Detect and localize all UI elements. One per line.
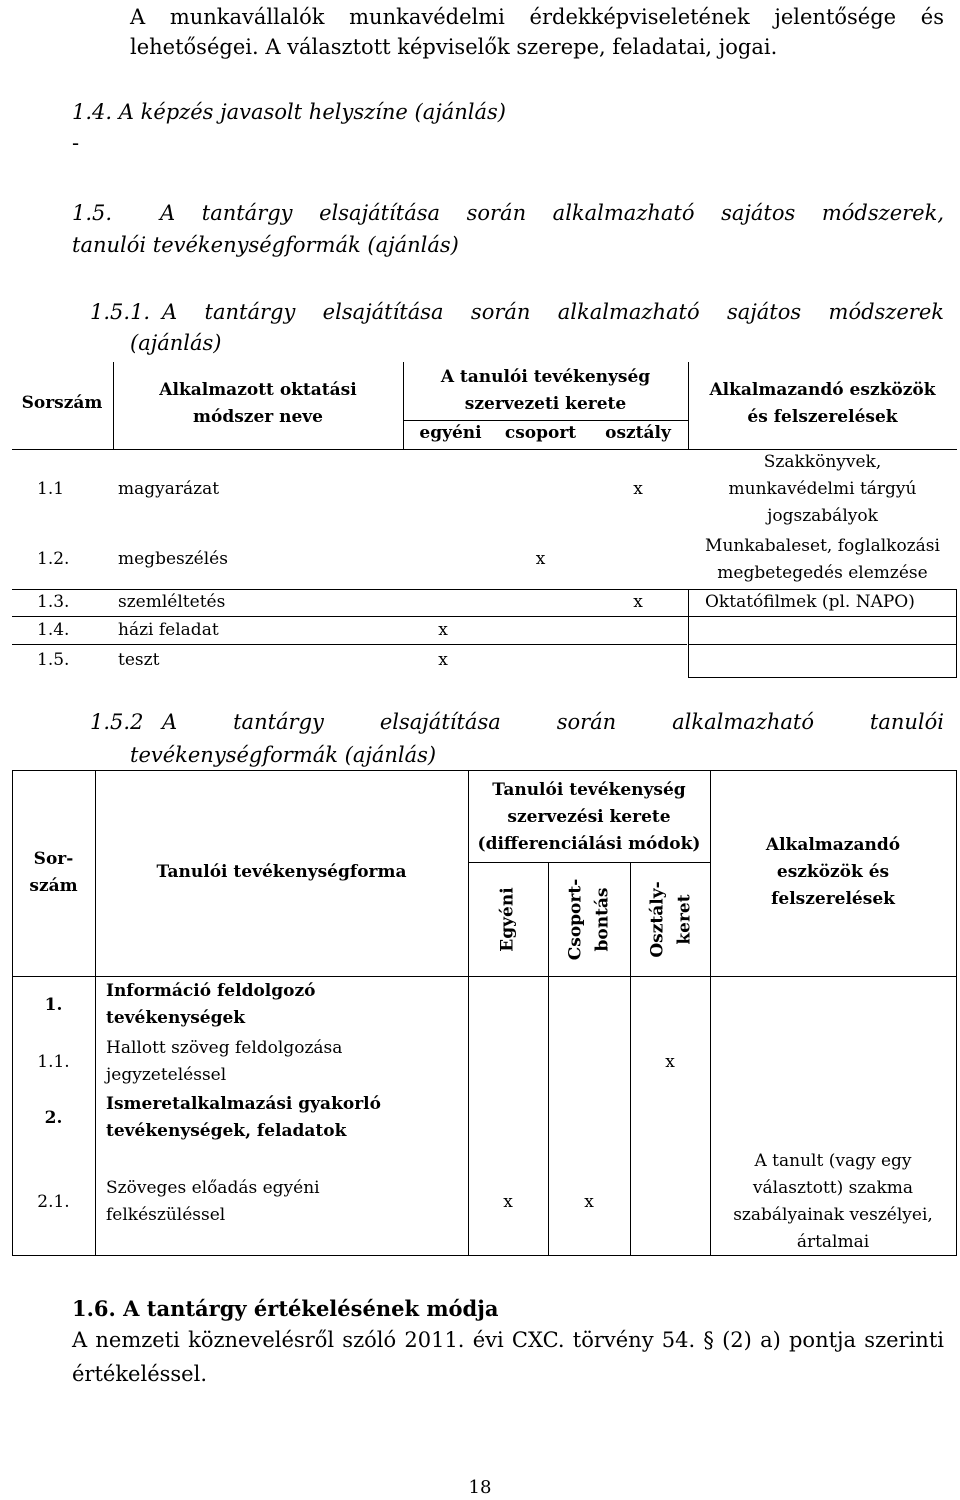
section-1-6-title: 1.6. A tantárgy értékelésének módja xyxy=(72,1296,499,1321)
mark-csoport: x xyxy=(535,549,546,569)
row-number: 2. xyxy=(44,1108,63,1128)
activity-text: tevékenységek, feladatok xyxy=(106,1121,347,1141)
section-1-5-title-cont: tanulói tevékenységformák (ajánlás) xyxy=(72,233,459,257)
section-1-5-2-title-cont: tevékenységformák (ajánlás) xyxy=(130,743,437,767)
tools-line: munkavédelmi tárgyú xyxy=(728,479,917,499)
method-name: magyarázat xyxy=(118,479,220,499)
activity-text: Hallott szöveg feldolgozása xyxy=(106,1038,343,1058)
col-header-tools-1: Alkalmazandó xyxy=(765,835,901,855)
col-header-tools-2: és felszerelések xyxy=(747,407,898,427)
page-number: 18 xyxy=(468,1477,492,1498)
section-1-6-line-1: A nemzeti köznevelésről szóló 2011. évi CXC. törvény 54. § (2) a) pontja szerinti xyxy=(72,1328,944,1352)
section-1-5-2-title: A tantárgy elsajátítása során alkalmazható tanulói xyxy=(162,710,944,734)
col-header-frame-3: (differenciálási módok) xyxy=(477,834,701,854)
col-header-frame-2: szervezeti kerete xyxy=(464,394,627,414)
col-header-tools-3: felszerelések xyxy=(771,889,895,909)
tools-line: megbetegedés elemzése xyxy=(717,563,928,583)
section-1-6-line-2: értékeléssel. xyxy=(72,1362,208,1386)
section-1-5-number: 1.5. xyxy=(72,201,113,225)
activity-text: tevékenységek xyxy=(106,1008,246,1028)
method-name: szemléltetés xyxy=(118,592,226,612)
col-header-egyeni: egyéni xyxy=(419,423,482,443)
col-header-sorszam-2: szám xyxy=(29,876,78,896)
col-header-sorszam: Sorszám xyxy=(21,393,103,413)
section-1-5-title: A tantárgy elsajátítása során alkalmazható sajátos módszerek, xyxy=(160,201,944,225)
tools-line: ártalmai xyxy=(796,1232,870,1252)
row-number: 2.1. xyxy=(37,1192,70,1212)
mark-osztaly: x xyxy=(633,592,643,612)
row-number: 1.3. xyxy=(37,592,70,612)
method-name: teszt xyxy=(118,650,160,670)
section-1-4-title: 1.4. A képzés javasolt helyszíne (ajánlás) xyxy=(72,100,506,124)
col-header-activity-form: Tanulói tevékenységforma xyxy=(156,862,407,882)
col-header-tools-1: Alkalmazandó eszközök xyxy=(709,380,936,400)
mark-egyeni: x xyxy=(503,1192,513,1212)
activity-text: Szöveges előadás egyéni xyxy=(106,1178,320,1198)
mark-egyeni: x xyxy=(438,620,448,640)
col-header-csoport-1: Csoport- xyxy=(565,878,586,961)
tools-line: Szakkönyvek, xyxy=(763,452,882,472)
tools-line: A tanult (vagy egy xyxy=(754,1151,912,1171)
col-header-osztaly: osztály xyxy=(605,423,671,443)
row-number: 1.2. xyxy=(37,549,70,569)
col-header-csoport-2: bontás xyxy=(592,887,613,952)
intro-line-2: lehetőségei. A választott képviselők szerepe, feladatai, jogai. xyxy=(130,35,778,59)
tools-line: szabályainak veszélyei, xyxy=(733,1205,933,1225)
row-number: 1.5. xyxy=(37,650,70,670)
section-1-4-dash: - xyxy=(72,131,80,155)
col-header-frame-2: szervezési kerete xyxy=(507,807,671,827)
tools-line: Munkabaleset, foglalkozási xyxy=(705,536,940,556)
mark-csoport: x xyxy=(584,1192,594,1212)
col-header-csoport: csoport xyxy=(504,423,577,443)
row-number: 1. xyxy=(44,995,63,1015)
section-1-5-1-title-cont: (ajánlás) xyxy=(130,331,222,355)
col-header-egyeni: Egyéni xyxy=(497,887,518,952)
section-1-5-1-title: A tantárgy elsajátítása során alkalmazható sajátos módszerek xyxy=(162,300,944,324)
col-header-tools-2: eszközök és xyxy=(776,862,890,882)
method-name: házi feladat xyxy=(118,620,219,640)
col-header-sorszam-1: Sor- xyxy=(33,849,74,869)
row-number: 1.4. xyxy=(37,620,70,640)
row-number: 1.1 xyxy=(37,479,65,499)
activity-text: Információ feldolgozó xyxy=(106,981,316,1001)
col-header-osztaly-1: Osztály- xyxy=(647,881,668,958)
col-header-method-2: módszer neve xyxy=(193,407,323,427)
col-header-frame-1: Tanulói tevékenység xyxy=(492,780,686,800)
col-header-osztaly-2: keret xyxy=(674,894,695,945)
section-1-5-2-number: 1.5.2 xyxy=(90,710,144,734)
col-header-method-1: Alkalmazott oktatási xyxy=(159,380,357,400)
intro-line-1: A munkavállalók munkavédelmi érdekképviseletének jelentősége és xyxy=(130,5,944,29)
activity-text: Ismeretalkalmazási gyakorló xyxy=(106,1094,381,1114)
col-header-frame-1: A tanulói tevékenység xyxy=(440,367,651,387)
mark-egyeni: x xyxy=(438,650,448,670)
tools-line: Oktatófilmek (pl. NAPO) xyxy=(705,592,915,612)
tools-line: választott) szakma xyxy=(752,1178,914,1198)
tools-line: jogszabályok xyxy=(767,506,878,526)
row-number: 1.1. xyxy=(37,1052,70,1072)
section-1-5-1-number: 1.5.1. xyxy=(90,300,151,324)
method-name: megbeszélés xyxy=(118,549,228,569)
mark-osztaly: x xyxy=(633,479,643,499)
activity-text: jegyzeteléssel xyxy=(106,1065,227,1085)
activity-text: felkészüléssel xyxy=(106,1205,226,1225)
mark-osztaly: x xyxy=(665,1052,675,1072)
